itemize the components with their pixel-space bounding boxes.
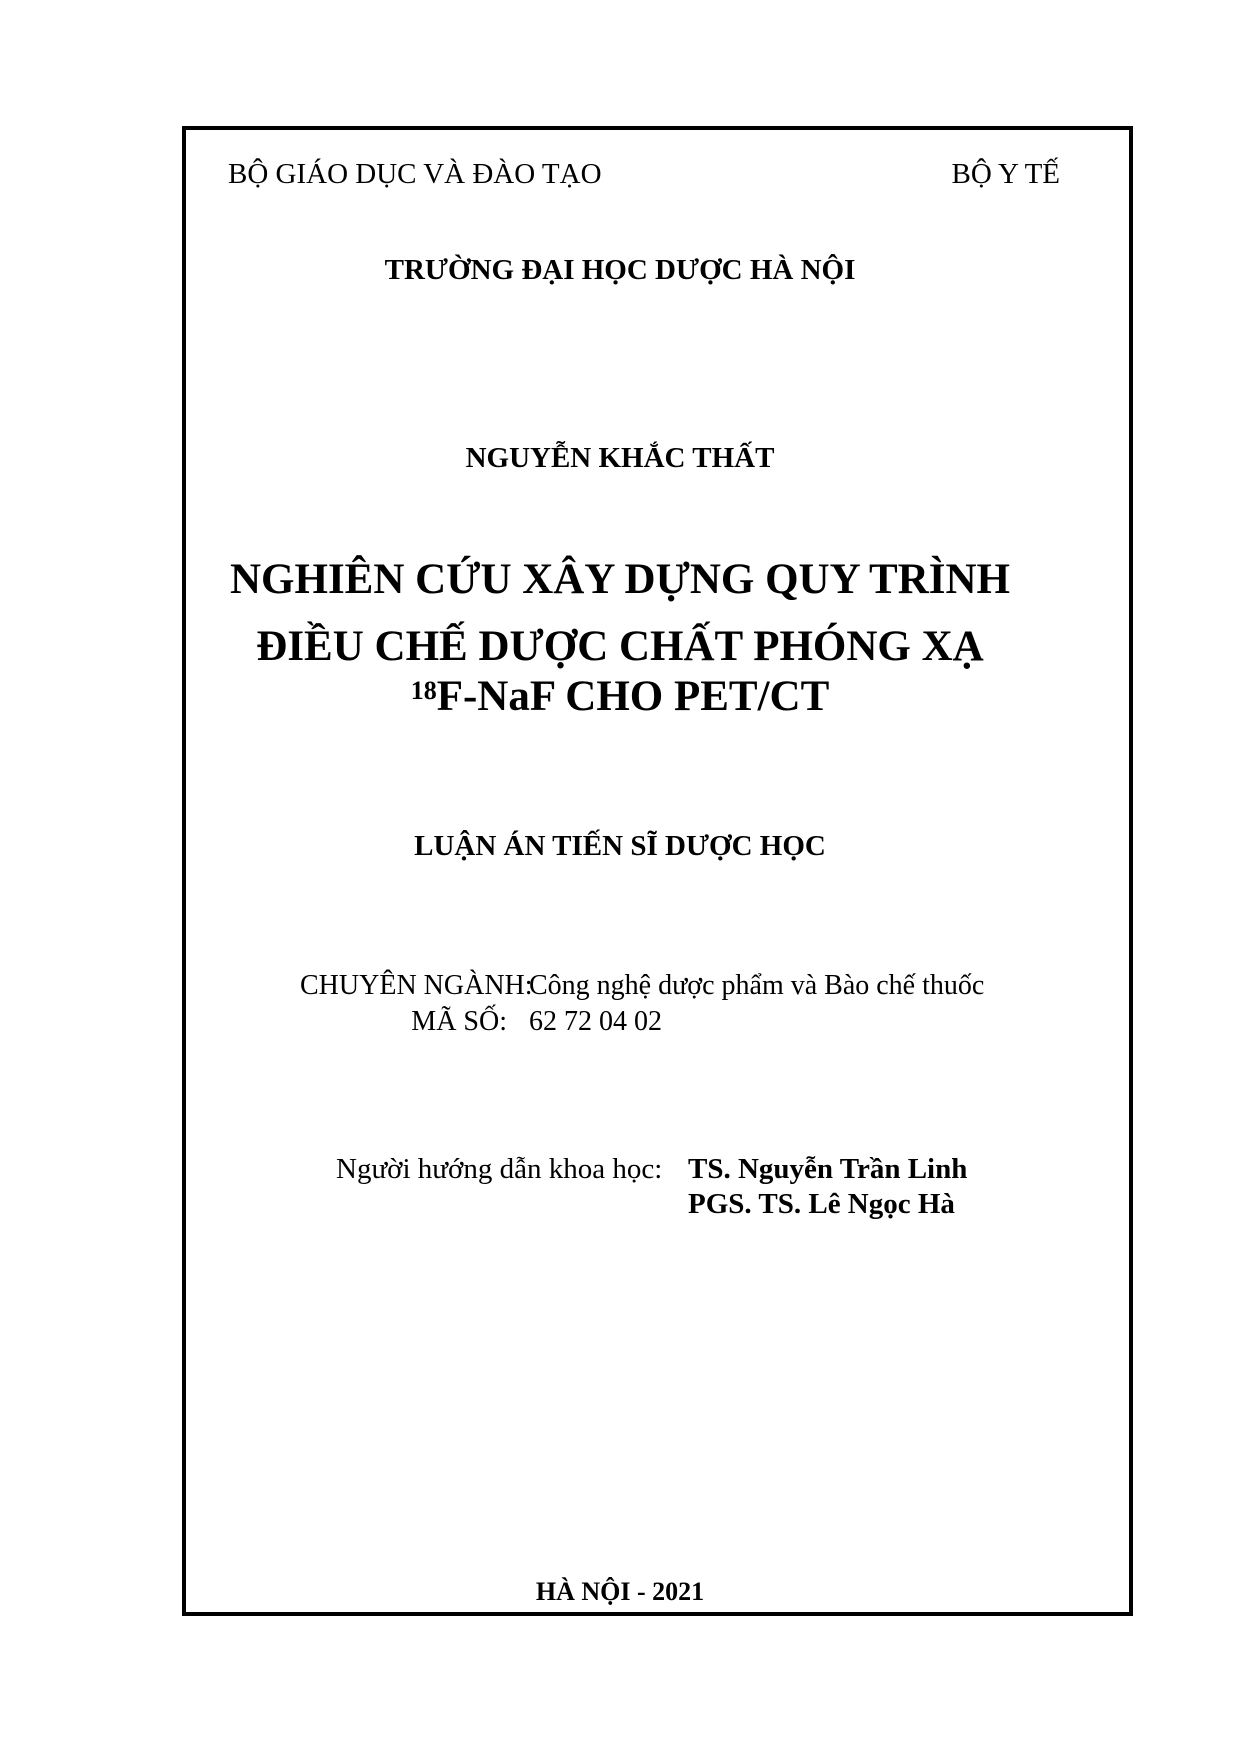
thesis-title-line-3-text: F-NaF CHO PET/CT: [436, 673, 830, 720]
university-name: TRƯỜNG ĐẠI HỌC DƯỢC HÀ NỘI: [384, 254, 856, 286]
code-label: MÃ SỐ:: [411, 1006, 507, 1037]
advisor-label: Người hướng dẫn khoa học:: [336, 1153, 663, 1185]
isotope-superscript: 18: [410, 676, 437, 705]
thesis-title-line-1: NGHIÊN CỨU XÂY DỰNG QUY TRÌNH: [230, 556, 1010, 603]
thesis-title-line-2: ĐIỀU CHẾ DƯỢC CHẤT PHÓNG XẠ: [256, 623, 984, 670]
major-label: CHUYÊN NGÀNH:: [300, 970, 533, 1001]
page-border-frame: [182, 126, 1133, 1616]
code-value: 62 72 04 02: [529, 1006, 662, 1037]
advisor-name-1: TS. Nguyễn Trần Linh: [688, 1153, 968, 1185]
place-and-year: HÀ NỘI - 2021: [535, 1577, 705, 1606]
advisor-name-2: PGS. TS. Lê Ngọc Hà: [688, 1188, 955, 1220]
author-name: NGUYỄN KHẮC THẤT: [465, 442, 775, 474]
degree-title: LUẬN ÁN TIẾN SĨ DƯỢC HỌC: [414, 830, 826, 862]
thesis-title-line-3: [0, 672, 1240, 721]
major-value: Công nghệ dược phẩm và Bào chế thuốc: [529, 970, 985, 1001]
ministry-education: BỘ GIÁO DỤC VÀ ĐÀO TẠO: [228, 158, 602, 190]
ministry-health: BỘ Y TẾ: [951, 158, 1060, 190]
